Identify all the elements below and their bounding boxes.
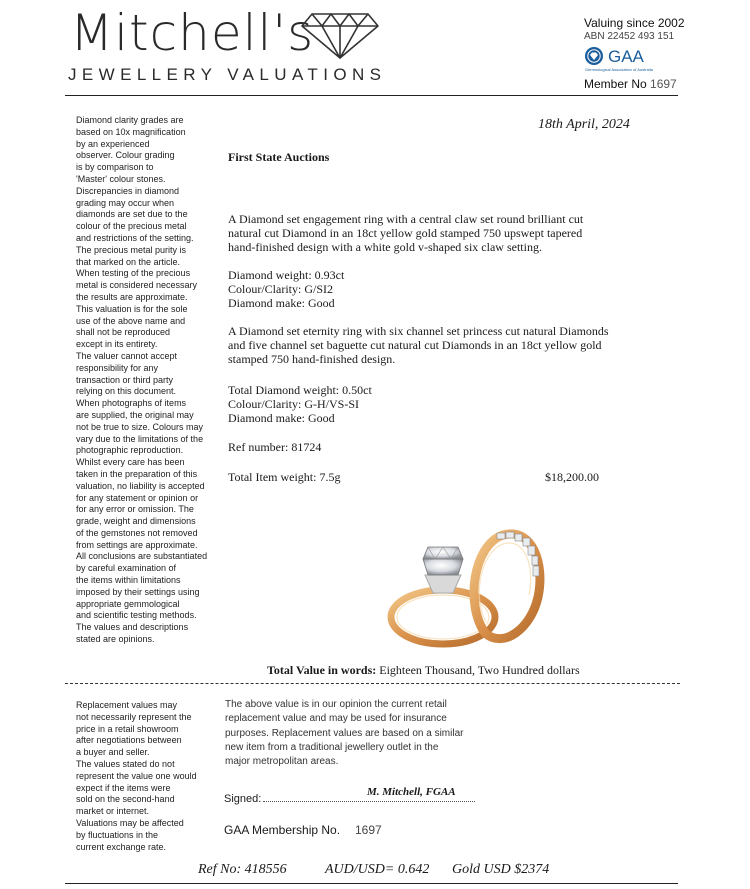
- disclaimer-line: Discrepancies in diamond: [76, 185, 180, 196]
- disclaimer-line: photographic reproduction.: [76, 445, 184, 456]
- membership-label: GAA Membership No.: [224, 823, 341, 837]
- footer-exchange-rate: AUD/USD= 0.642: [325, 862, 430, 877]
- total-item-weight: Total Item weight: 7.5g: [228, 470, 341, 484]
- footer-divider: [65, 883, 678, 884]
- disclaimer-line: are supplied, the original may: [76, 409, 194, 420]
- disclaimer-line: When testing of the precious: [76, 268, 191, 279]
- disclaimer-line: metal is considered necessary: [76, 280, 198, 291]
- item1-line: hand-finished design with a white gold v-shaped six claw setting.: [228, 240, 542, 255]
- disclaimer-line: diamonds are set due to the: [76, 209, 188, 220]
- disclaimer-notes: [76, 115, 216, 646]
- disclaimer-line: and restrictions of the setting.: [76, 232, 194, 243]
- replacement-note-line: a buyer and seller.: [76, 747, 150, 758]
- valuation-date: 18th April, 2024: [538, 117, 630, 132]
- disclaimer-line: taken in the preparation of this: [76, 468, 198, 479]
- item1-spec: Diamond make: Good: [228, 296, 335, 311]
- item1-description: [228, 212, 648, 255]
- member-label: Member No: [584, 77, 647, 91]
- member-value: 1697: [650, 77, 677, 91]
- statement-line: new item from a traditional jewellery outlet in the: [225, 741, 439, 753]
- diamond-logo-icon: [300, 10, 380, 60]
- disclaimer-line: that marked on the article.: [76, 256, 181, 267]
- replacement-note-line: Replacement values may: [76, 700, 178, 710]
- disclaimer-line: by an experienced: [76, 138, 150, 149]
- replacement-note-line: represent the value one would: [76, 770, 197, 781]
- replacement-note-line: not necessarily represent the: [76, 711, 192, 722]
- client-name: First State Auctions: [228, 150, 330, 164]
- disclaimer-line: The valuer cannot accept: [76, 350, 178, 361]
- statement-line: replacement value and may be used for insurance: [225, 713, 447, 725]
- replacement-note-line: price in a retail showroom: [76, 723, 179, 734]
- disclaimer-line: except in its entirety.: [76, 339, 158, 350]
- disclaimer-line: the items within limitations: [76, 575, 181, 586]
- replacement-note-line: Valuations may be affected: [76, 817, 184, 828]
- disclaimer-line: imposed by their settings using: [76, 586, 200, 597]
- disclaimer-line: based on 10x magnification: [76, 126, 186, 137]
- disclaimer-line: for any statement or opinion or: [76, 492, 199, 503]
- disclaimer-line: for any error or omission. The: [76, 504, 194, 515]
- disclaimer-line: of the gemstones not removed: [76, 527, 198, 538]
- disclaimer-line: grading may occur when: [76, 197, 175, 208]
- signed-label: Signed:: [224, 793, 262, 805]
- item2-line: and five channel set baguette cut natural cut Diamonds in an 18ct yellow gold: [228, 338, 602, 353]
- member-number: [584, 77, 677, 91]
- total-value-in-words: [267, 663, 580, 678]
- gaa-full-name: Gemmological Association of Australia: [585, 67, 653, 72]
- footer-gold-price: Gold USD $2374: [452, 862, 550, 877]
- disclaimer-line: appropriate gemmological: [76, 598, 180, 609]
- disclaimer-line: The precious metal purity is: [76, 244, 187, 255]
- item2-description: [228, 324, 648, 367]
- item2-line: A Diamond set eternity ring with six channel set princess cut natural Diamonds: [228, 324, 609, 338]
- disclaimer-line: grade, weight and dimensions: [76, 516, 196, 527]
- disclaimer-line: and scientific testing methods.: [76, 610, 197, 621]
- replacement-notes: [76, 700, 216, 853]
- gaa-seal-icon: [584, 46, 604, 66]
- disclaimer-line: vary due to the limitations of the: [76, 433, 204, 444]
- replacement-statement: [225, 698, 505, 769]
- eternity-ring: [474, 532, 540, 639]
- replacement-note-line: market or internet.: [76, 806, 150, 817]
- statement-line: purposes. Replacement values are based on a similar: [225, 727, 464, 739]
- abn-number: ABN 22452 493 151: [584, 31, 675, 42]
- item1-spec: Diamond weight: 0.93ct: [228, 268, 345, 282]
- disclaimer-line: by careful examination of: [76, 563, 177, 574]
- disclaimer-line: Diamond clarity grades are: [76, 115, 184, 125]
- total-words-label: Total Value in words:: [267, 663, 377, 677]
- disclaimer-line: shall not be reproduced: [76, 327, 171, 338]
- disclaimer-line: valuation, no liability is accepted: [76, 480, 205, 491]
- disclaimer-line: colour of the precious metal: [76, 221, 187, 232]
- signature-line: [263, 801, 475, 802]
- membership-number: 1697: [355, 823, 382, 837]
- disclaimer-line: All conclusions are substantiated: [76, 551, 208, 562]
- disclaimer-line: This valuation is for the sole: [76, 303, 188, 314]
- dashed-divider: [65, 683, 680, 684]
- header-divider: [65, 95, 678, 96]
- disclaimer-line: stated are opinions.: [76, 634, 155, 645]
- brand-name: Mitchell's: [70, 4, 315, 62]
- brand-subtitle: JEWELLERY VALUATIONS: [68, 65, 387, 84]
- disclaimer-line: 'Master' colour stones.: [76, 173, 166, 184]
- item2-specs: [228, 383, 648, 426]
- disclaimer-line: not be true to size. Colours may: [76, 421, 204, 432]
- replacement-note-line: The values stated do not: [76, 758, 175, 769]
- replacement-note-line: by fluctuations in the: [76, 829, 159, 840]
- valuation-price: $18,200.00: [545, 470, 599, 484]
- disclaimer-line: from settings are approximate.: [76, 539, 198, 550]
- replacement-note-line: after negotiations between: [76, 735, 182, 746]
- item1-line: A Diamond set engagement ring with a central claw set round brilliant cut: [228, 212, 584, 226]
- disclaimer-line: When photographs of items: [76, 398, 187, 409]
- item1-spec: Colour/Clarity: G/SI2: [228, 282, 333, 297]
- replacement-note-line: current exchange rate.: [76, 841, 167, 852]
- disclaimer-line: The values and descriptions: [76, 622, 189, 633]
- disclaimer-line: relying on this document.: [76, 386, 177, 397]
- item1-line: natural cut Diamond in an 18ct yellow gold stamped 750 upswept tapered: [228, 226, 583, 241]
- statement-line: The above value is in our opinion the current retail: [225, 699, 447, 710]
- footer: [0, 862, 750, 882]
- disclaimer-line: observer. Colour grading: [76, 150, 175, 161]
- disclaimer-line: use of the above name and: [76, 315, 186, 326]
- statement-line: major metropolitan areas.: [225, 756, 339, 768]
- total-words-value: Eighteen Thousand, Two Hundred dollars: [379, 663, 580, 677]
- signer-name: M. Mitchell, FGAA: [367, 786, 456, 798]
- replacement-note-line: expect if the items were: [76, 782, 171, 793]
- disclaimer-line: responsibility for any: [76, 362, 159, 373]
- disclaimer-line: Whilst every care has been: [76, 457, 185, 468]
- item2-spec: Total Diamond weight: 0.50ct: [228, 383, 372, 397]
- replacement-note-line: sold on the second-hand: [76, 794, 175, 805]
- disclaimer-line: transaction or third party: [76, 374, 174, 385]
- item2-spec: Colour/Clarity: G-H/VS-SI: [228, 397, 359, 412]
- footer-ref-no: Ref No: 418556: [198, 862, 287, 877]
- gaa-logo-text: GAA: [608, 47, 644, 66]
- item1-specs: [228, 268, 648, 311]
- item2-spec: Diamond make: Good: [228, 411, 335, 426]
- item2-line: stamped 750 hand-finished design.: [228, 352, 396, 367]
- rings-photo: [373, 525, 573, 650]
- disclaimer-line: is by comparison to: [76, 162, 154, 173]
- ref-number: Ref number: 81724: [228, 440, 322, 454]
- valuing-since: Valuing since 2002: [584, 16, 685, 30]
- disclaimer-line: the results are approximate.: [76, 291, 188, 302]
